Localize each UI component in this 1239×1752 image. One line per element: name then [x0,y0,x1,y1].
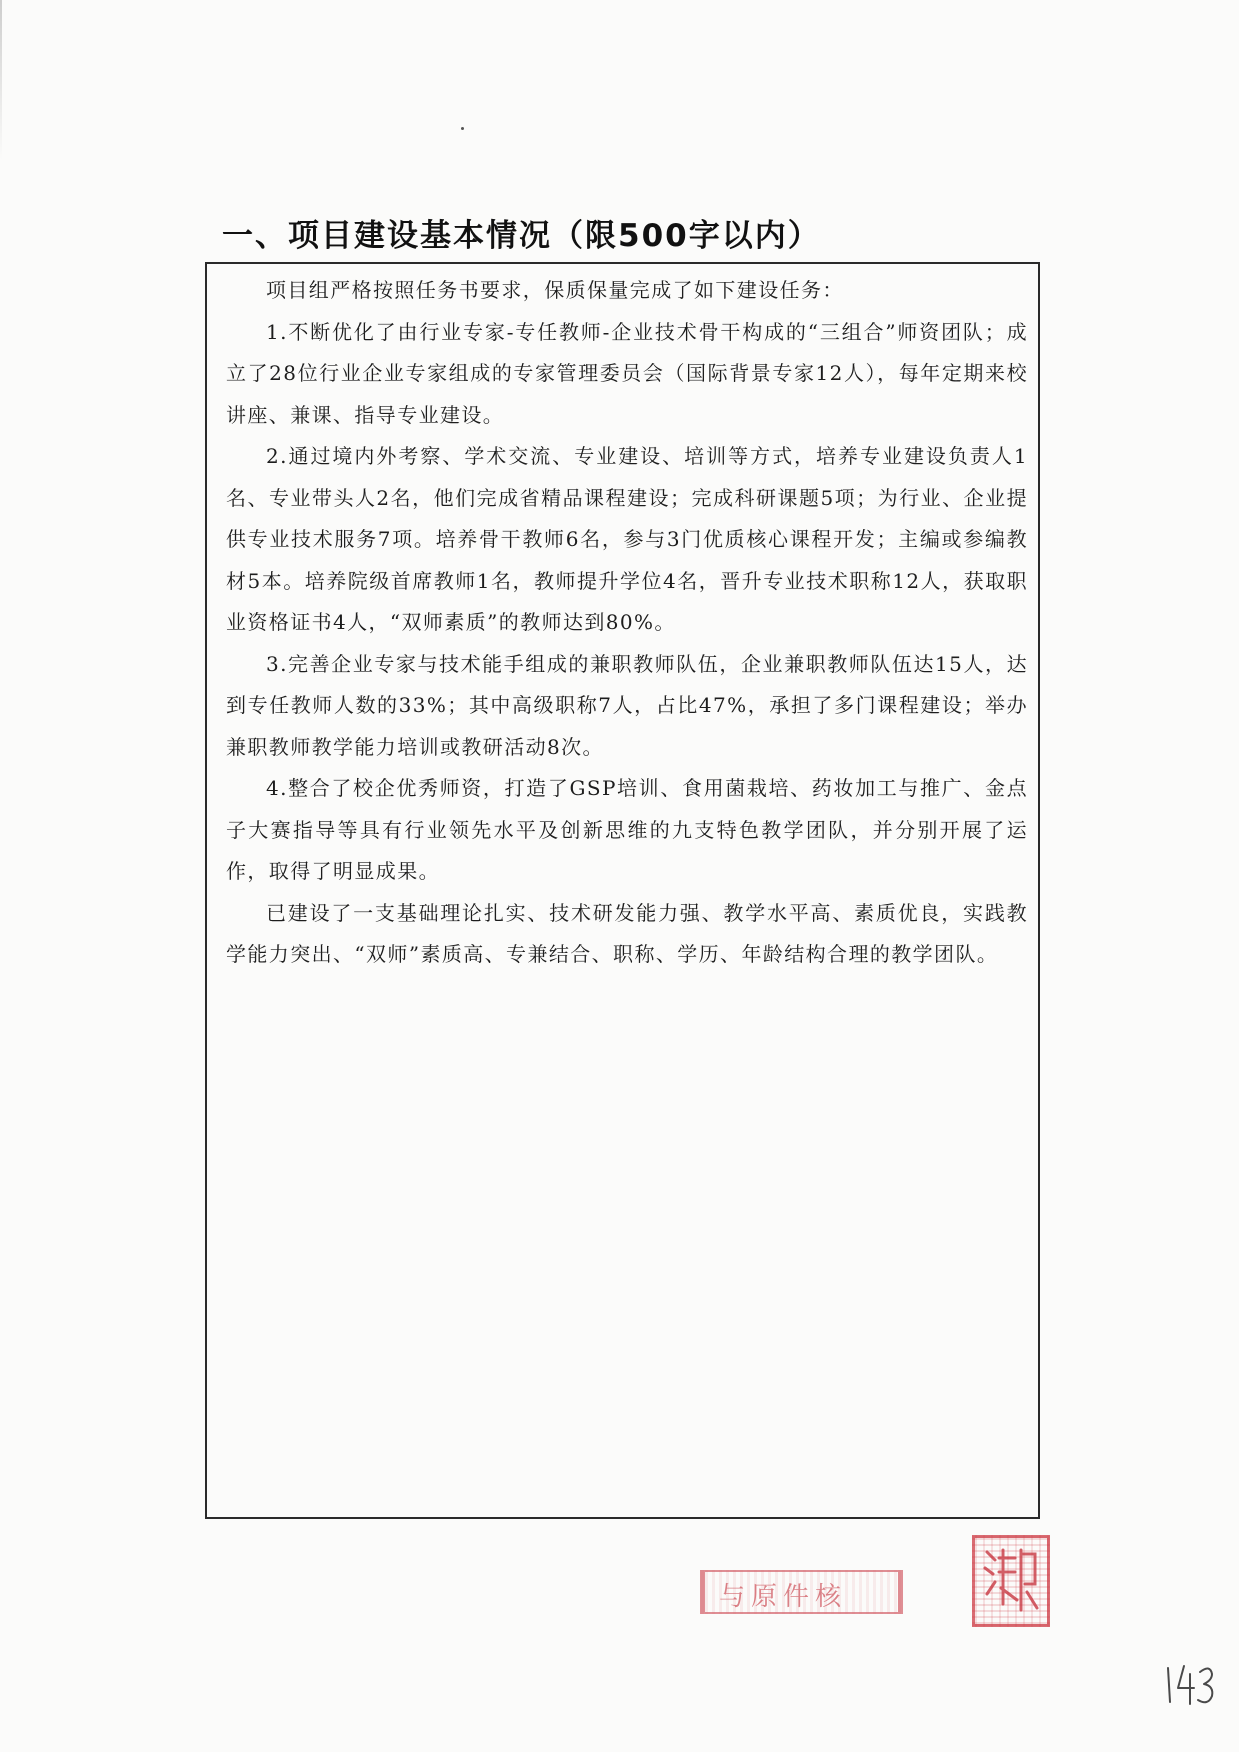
content-body [226,270,1028,976]
item-3-paragraph: 3.完善企业专家与技术能手组成的兼职教师队伍，企业兼职教师队伍达15人，达到专任教师人数的33%；其中高级职称7人，占比47%，承担了多门课程建设；举办兼职教师教学能力培训或教研活动8次。 [226,651,1028,759]
section-heading: 一、项目建设基本情况（限500字以内） [222,218,821,254]
item-2-paragraph: 2.通过境内外考察、学术交流、专业建设、培训等方式，培养专业建设负责人1名、专业带头人2名，他们完成省精品课程建设；完成科研课题5项；为行业、企业提供专业技术服务7项。培养骨干教师6名，参与3门优质核心课程开发；主编或参编教材5本。培养院级首席教师1名，教师提升学位4名，晋升专业技术职称12人，获取职业资格证书4人，“双师素质”的教师达到80%。 [226,444,1028,634]
seal-stamp [972,1535,1050,1627]
scan-speck [461,127,464,130]
seal-glyph-icon [981,1544,1041,1618]
handwritten-page-number [1162,1660,1218,1708]
summary-paragraph: 已建设了一支基础理论扎实、技术研发能力强、教学水平高、素质优良，实践教学能力突出、“双师”素质高、专兼结合、职称、学历、年龄结构合理的教学团队。 [226,900,1028,966]
verification-stamp [700,1570,903,1614]
scan-edge-mark [0,0,2,160]
intro-paragraph: 项目组严格按照任务书要求，保质保量完成了如下建设任务： [266,278,844,302]
item-1-paragraph: 1.不断优化了由行业专家-专任教师-企业技术骨干构成的“三组合”师资团队；成立了28位行业企业专家组成的专家管理委员会（国际背景专家12人），每年定期来校讲座、兼课、指导专业建设。 [226,319,1028,427]
item-4-paragraph: 4.整合了校企优秀师资，打造了GSP培训、食用菌栽培、药妆加工与推广、金点子大赛指导等具有行业领先水平及创新思维的九支特色教学团队，并分别开展了运作，取得了明显成果。 [226,776,1028,883]
verification-stamp-text: 与原件核 [719,1582,848,1612]
